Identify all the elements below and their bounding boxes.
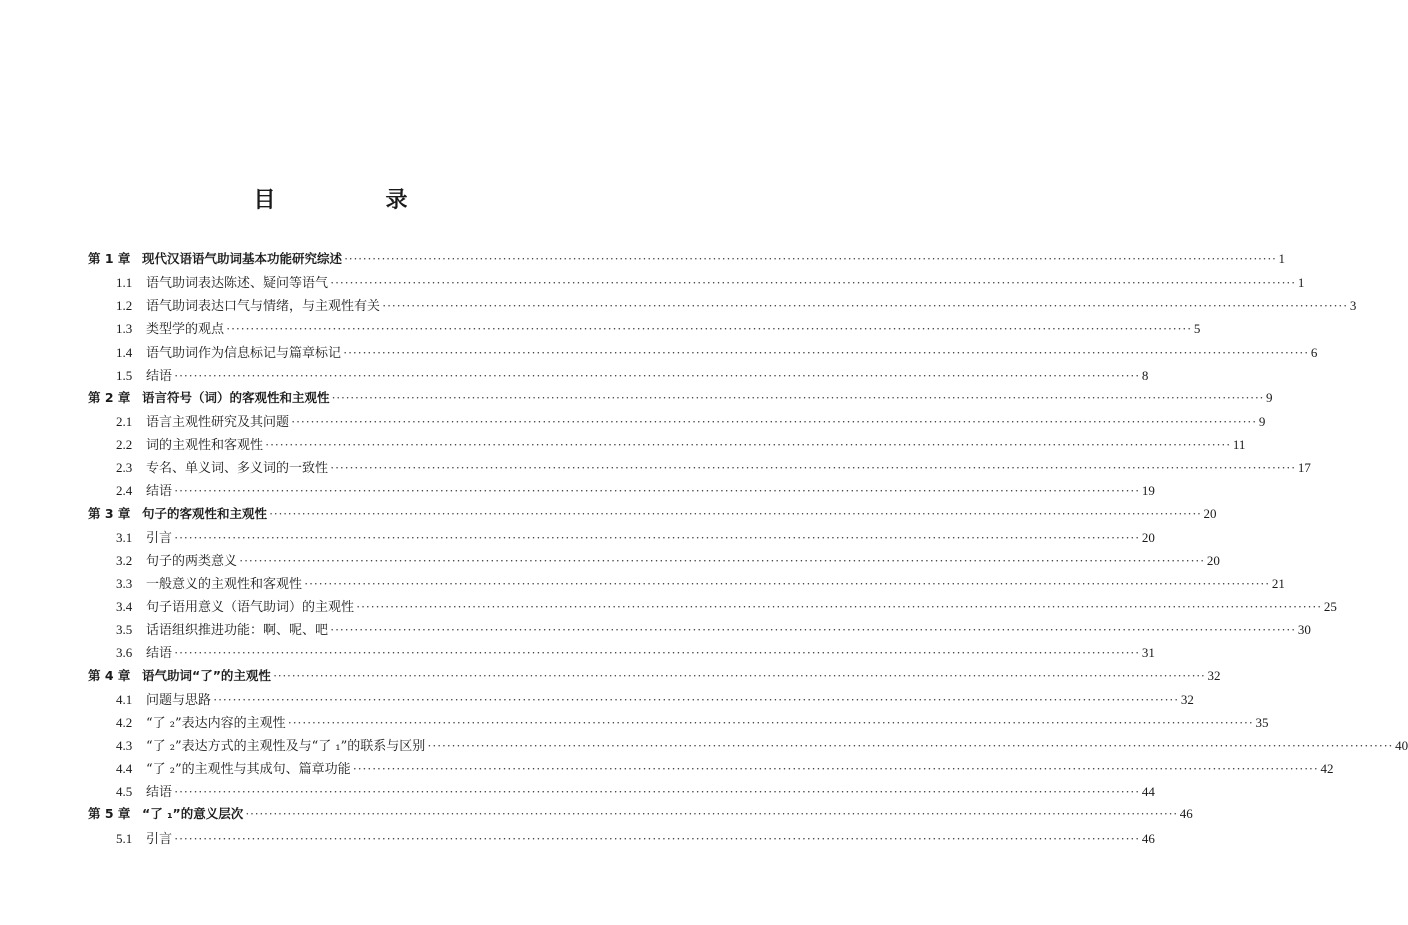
toc-section-entry[interactable]	[88, 272, 1305, 295]
toc-section-entry[interactable]	[88, 642, 1155, 665]
toc-section-entry[interactable]	[88, 619, 1311, 642]
dot-leader: ········································································································································································································	[382, 298, 1348, 314]
toc-entry-title: 句子的两类意义	[146, 553, 238, 569]
toc-entry-title: 结语	[146, 646, 173, 662]
toc-entry-title: 语气助词作为信息标记与篇章标记	[146, 345, 342, 361]
toc-entry-number: 1.3	[116, 321, 133, 337]
toc-entry-title: 现代汉语语气助词基本功能研究综述	[142, 251, 343, 266]
table-of-contents	[88, 249, 1408, 851]
toc-section-entry[interactable]	[88, 596, 1337, 619]
toc-entry-page: 11	[1232, 437, 1246, 453]
toc-entry-title: 语言符号（词）的客观性和主观性	[142, 389, 330, 405]
dot-leader: ········································································································································································································	[343, 344, 1309, 360]
toc-entry-page: 44	[1141, 784, 1155, 800]
toc-entry-number: 第 4 章	[88, 667, 131, 683]
toc-section-entry[interactable]	[88, 457, 1311, 480]
toc-section-entry[interactable]	[88, 365, 1149, 388]
toc-entry-number: 3.2	[116, 552, 133, 568]
toc-entry-number: 4.1	[116, 691, 133, 707]
toc-entry-title: 句子的客观性和主观性	[142, 505, 268, 521]
toc-entry-page: 31	[1141, 645, 1155, 661]
toc-section-entry[interactable]	[88, 758, 1334, 781]
toc-section-entry[interactable]	[88, 828, 1155, 851]
dot-leader: ········································································································································································································	[330, 622, 1296, 638]
toc-entry-page: 35	[1255, 714, 1269, 730]
toc-entry-number: 5.1	[116, 830, 133, 846]
dot-leader: ········································································································································································································	[174, 483, 1140, 499]
toc-entry-page: 32	[1207, 667, 1221, 683]
toc-chapter-entry[interactable]	[88, 249, 1286, 272]
toc-entry-page: 40	[1395, 737, 1408, 753]
toc-section-entry[interactable]	[88, 781, 1155, 804]
toc-entry-page: 6	[1310, 344, 1318, 360]
toc-entry-title: 词的主观性和客观性	[146, 438, 264, 454]
toc-entry-title: “了 ₂”表达方式的主观性及与“了 ₁”的联系与区别	[146, 738, 426, 754]
page-title: 目 录	[253, 188, 452, 213]
toc-entry-number: 3.3	[116, 575, 133, 591]
toc-entry-number: 第 2 章	[88, 389, 131, 405]
toc-entry-number: 3.4	[116, 599, 133, 615]
toc-entry-page: 17	[1297, 460, 1311, 476]
toc-entry-title: 引言	[146, 831, 173, 847]
toc-entry-page: 20	[1206, 552, 1220, 568]
toc-entry-title: 语言主观性研究及其问题	[146, 414, 290, 430]
toc-entry-number: 4.3	[116, 737, 133, 753]
dot-leader: ········································································································································································································	[269, 506, 1202, 521]
toc-entry-title: 结语	[146, 785, 173, 801]
dot-leader: ········································································································································································································	[427, 737, 1394, 753]
toc-entry-page: 19	[1141, 483, 1155, 499]
dot-leader: ········································································································································································································	[174, 645, 1140, 661]
toc-entry-page: 46	[1179, 806, 1193, 822]
toc-entry-title: 句子语用意义（语气助词）的主观性	[146, 600, 355, 616]
toc-entry-number: 1.1	[116, 275, 133, 291]
dot-leader: ········································································································································································································	[239, 552, 1205, 568]
toc-entry-number: 4.5	[116, 784, 133, 800]
dot-leader: ········································································································································································································	[226, 321, 1192, 337]
dot-leader: ········································································································································································································	[245, 807, 1178, 822]
toc-chapter-entry[interactable]	[88, 504, 1217, 527]
toc-section-entry[interactable]	[88, 434, 1246, 457]
dot-leader: ········································································································································································································	[330, 275, 1296, 291]
dot-leader: ········································································································································································································	[174, 529, 1140, 545]
dot-leader: ········································································································································································································	[344, 252, 1277, 266]
toc-section-entry[interactable]	[88, 735, 1408, 758]
toc-entry-page: 21	[1271, 575, 1285, 591]
toc-entry-title: 专名、单义词、多义词的一致性	[146, 461, 329, 477]
toc-entry-page: 20	[1141, 529, 1155, 545]
dot-leader: ········································································································································································································	[356, 599, 1322, 615]
toc-entry-number: 1.2	[116, 298, 133, 314]
toc-entry-page: 3	[1349, 298, 1357, 314]
toc-entry-title: 语气助词“了”的主观性	[142, 667, 271, 683]
toc-entry-title: 话语组织推进功能：啊、呢、吧	[146, 623, 329, 639]
toc-entry-number: 3.6	[116, 645, 133, 661]
toc-entry-number: 3.5	[116, 622, 133, 638]
toc-entry-number: 第 1 章	[88, 251, 131, 266]
toc-entry-title: 语气助词表达口气与情绪，与主观性有关	[146, 299, 381, 315]
toc-section-entry[interactable]	[88, 573, 1285, 596]
toc-chapter-entry[interactable]	[88, 666, 1221, 689]
dot-leader: ········································································································································································································	[352, 761, 1319, 777]
toc-entry-number: 3.1	[116, 529, 133, 545]
dot-leader: ········································································································································································································	[287, 714, 1254, 730]
toc-section-entry[interactable]	[88, 712, 1269, 735]
toc-entry-number: 第 3 章	[88, 505, 131, 521]
toc-entry-page: 5	[1193, 321, 1201, 337]
dot-leader: ········································································································································································································	[213, 691, 1179, 707]
toc-entry-page: 30	[1297, 622, 1311, 638]
toc-section-entry[interactable]	[88, 411, 1266, 434]
toc-entry-page: 32	[1180, 691, 1194, 707]
dot-leader: ········································································································································································································	[331, 390, 1265, 405]
toc-section-entry[interactable]	[88, 689, 1194, 712]
toc-entry-page: 1	[1278, 251, 1286, 266]
toc-entry-title: 语气助词表达陈述、疑问等语气	[146, 276, 329, 292]
dot-leader: ········································································································································································································	[304, 575, 1270, 591]
toc-entry-title: 结语	[146, 484, 173, 500]
toc-entry-page: 25	[1323, 599, 1337, 615]
toc-entry-page: 9	[1258, 413, 1266, 429]
toc-entry-title: 一般意义的主观性和客观性	[146, 576, 303, 592]
toc-entry-number: 4.4	[116, 761, 133, 777]
toc-entry-page: 46	[1141, 830, 1155, 846]
toc-section-entry[interactable]	[88, 480, 1155, 503]
toc-entry-title: 问题与思路	[146, 692, 212, 708]
toc-entry-page: 20	[1203, 505, 1217, 521]
toc-entry-title: “了 ₂”的主观性与其成句、篇章功能	[146, 762, 351, 778]
toc-entry-page: 42	[1320, 761, 1334, 777]
toc-section-entry[interactable]	[88, 527, 1155, 550]
toc-section-entry[interactable]	[88, 342, 1318, 365]
dot-leader: ········································································································································································································	[174, 784, 1140, 800]
toc-entry-number: 4.2	[116, 714, 133, 730]
toc-entry-page: 8	[1141, 367, 1149, 383]
dot-leader: ········································································································································································································	[174, 367, 1140, 383]
toc-section-entry[interactable]	[88, 295, 1357, 318]
toc-chapter-entry[interactable]	[88, 388, 1273, 411]
toc-chapter-entry[interactable]	[88, 804, 1193, 827]
toc-entry-number: 第 5 章	[88, 806, 131, 822]
toc-entry-title: “了 ₂”表达内容的主观性	[146, 715, 286, 731]
dot-leader: ········································································································································································································	[330, 460, 1296, 476]
toc-entry-title: 结语	[146, 368, 173, 384]
toc-entry-page: 9	[1266, 389, 1273, 405]
toc-entry-number: 2.4	[116, 483, 133, 499]
toc-entry-title: “了 ₁”的意义层次	[142, 806, 244, 822]
toc-section-entry[interactable]	[88, 318, 1201, 341]
toc-entry-number: 2.2	[116, 437, 133, 453]
toc-entry-page: 1	[1297, 275, 1305, 291]
toc-entry-title: 类型学的观点	[146, 322, 225, 338]
toc-section-entry[interactable]	[88, 550, 1220, 573]
toc-entry-number: 1.4	[116, 344, 133, 360]
dot-leader: ········································································································································································································	[265, 437, 1231, 453]
toc-entry-number: 2.3	[116, 460, 133, 476]
toc-entry-number: 1.5	[116, 367, 133, 383]
toc-entry-number: 2.1	[116, 413, 133, 429]
dot-leader: ········································································································································································································	[291, 413, 1257, 429]
dot-leader: ········································································································································································································	[272, 668, 1206, 683]
dot-leader: ········································································································································································································	[174, 830, 1140, 846]
toc-entry-title: 引言	[146, 530, 173, 546]
